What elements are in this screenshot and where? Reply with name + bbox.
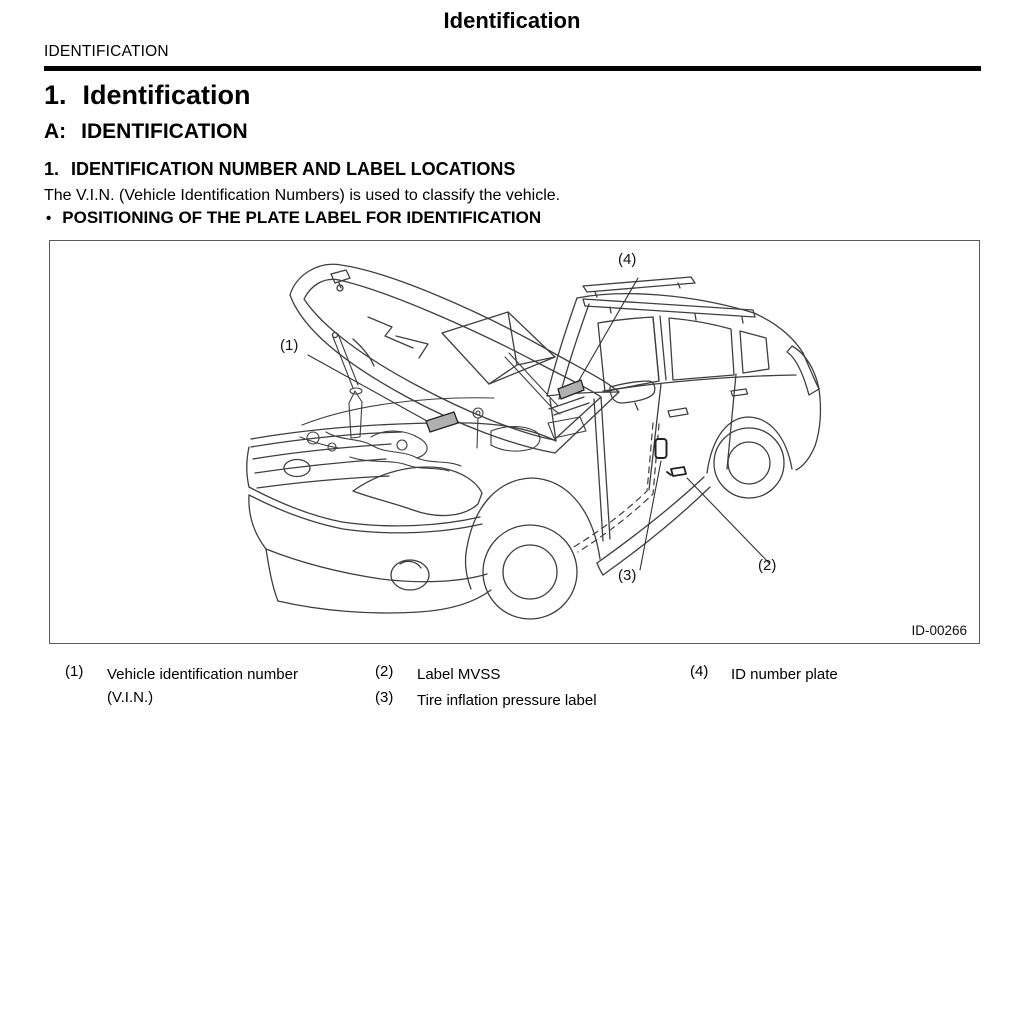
legend-text-2: Label MVSS [417, 666, 501, 683]
front-door-handle [668, 408, 688, 417]
subsection-heading-letter: A: [44, 120, 67, 143]
front-tire [483, 525, 577, 619]
body-side [594, 316, 796, 575]
wiper-arms [549, 397, 589, 415]
callout-2: (2) [758, 557, 777, 574]
rear-tire [714, 428, 784, 498]
page-header-title: Identification [443, 8, 581, 33]
callout-3: (3) [618, 567, 637, 584]
body-paragraph: The V.I.N. (Vehicle Identification Numbers) is used to classify the vehicle. [44, 187, 561, 204]
door-edge-dashed [572, 423, 659, 552]
mvss-label-marker [667, 467, 686, 476]
tire-pressure-label-marker [656, 439, 667, 458]
b-pillar [653, 316, 666, 381]
engine-bay [300, 388, 586, 471]
legend-ref-1: (1) [65, 663, 84, 680]
legend-text-3: Tire inflation pressure label [417, 692, 597, 709]
topic-heading [44, 159, 515, 180]
windshield-roof [547, 277, 803, 415]
wheels [466, 417, 792, 619]
headlight [353, 467, 482, 516]
topic-heading-text: IDENTIFICATION NUMBER AND LABEL LOCATIONS [71, 159, 516, 179]
vehicle-diagram [50, 241, 979, 643]
subsection-heading [44, 120, 248, 144]
rear-rim [728, 442, 770, 484]
front-fascia [247, 399, 556, 613]
id-number-plate-marker [558, 380, 584, 399]
front-wheel-arch [467, 478, 600, 559]
callout-1: (1) [280, 337, 299, 354]
bullet-heading [46, 208, 541, 228]
rear-quarter [787, 346, 820, 470]
callout-4: (4) [618, 251, 637, 268]
leader-1 [308, 355, 427, 421]
running-head: IDENTIFICATION [44, 43, 169, 60]
rear-door-window [669, 318, 734, 380]
quarter-window [740, 331, 769, 373]
header-rule [44, 66, 981, 71]
fog-light [391, 560, 429, 590]
bullet-heading-text: POSITIONING OF THE PLATE LABEL FOR IDENTIFICATION [62, 208, 542, 227]
section-heading [44, 80, 251, 111]
legend-text-1: Vehicle identification number (V.I.N.) [107, 666, 298, 707]
legend-ref-2: (2) [375, 663, 394, 680]
bullet-marker: • [46, 210, 52, 227]
legend-text-4: ID number plate [731, 666, 838, 683]
figure-code: ID-00266 [911, 623, 967, 638]
legend-ref-4: (4) [690, 663, 709, 680]
section-heading-number: 1. [44, 80, 67, 110]
subsection-heading-text: IDENTIFICATION [81, 120, 248, 143]
hood-prop-rod [333, 334, 358, 388]
topic-heading-number: 1. [44, 159, 60, 179]
identification-figure [49, 240, 980, 644]
front-rim [503, 545, 557, 599]
section-heading-text: Identification [82, 80, 251, 110]
legend-ref-3: (3) [375, 689, 394, 706]
